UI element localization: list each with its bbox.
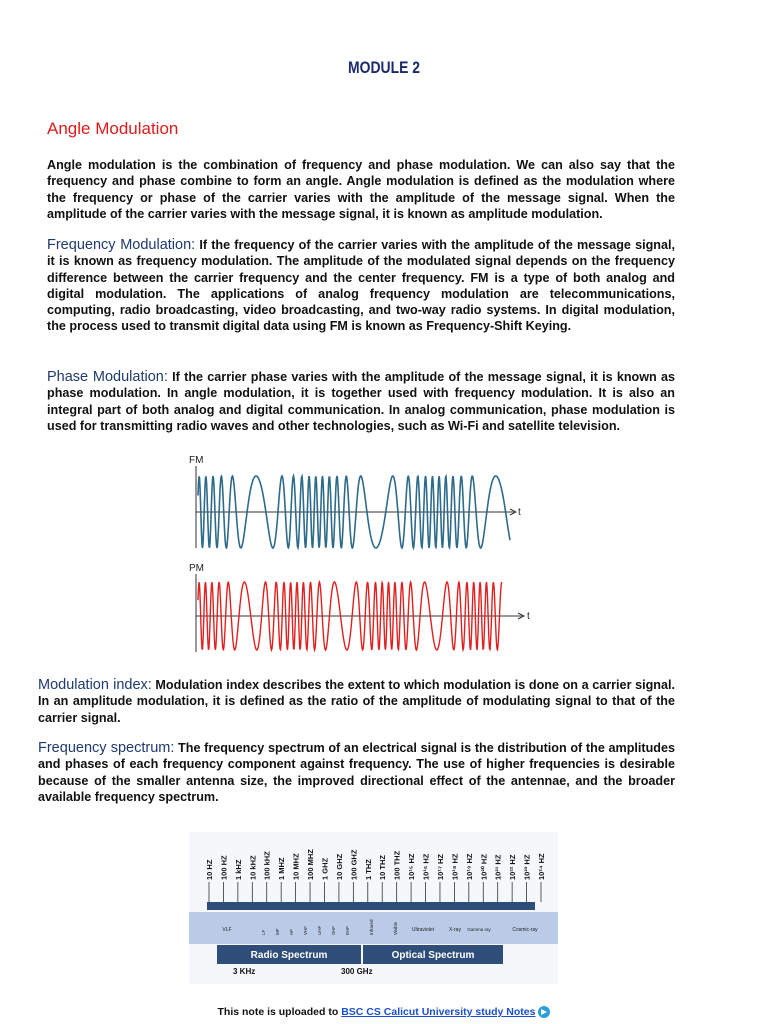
section-title: Angle Modulation bbox=[47, 119, 179, 138]
frequency-tick-label: 10¹⁷ HZ bbox=[435, 853, 445, 880]
frequency-tick-label: 1 MHZ bbox=[277, 857, 287, 880]
frequency-tick-label: 10 MHZ bbox=[291, 853, 301, 880]
telegram-icon bbox=[538, 1006, 550, 1018]
fm-t-label: t bbox=[518, 507, 521, 518]
intro-paragraph bbox=[47, 157, 675, 222]
frequency-tick-label: 1 THZ bbox=[363, 859, 373, 880]
spectrum-top-bar bbox=[207, 902, 535, 910]
frequency-tick-label: 1 GHZ bbox=[320, 857, 330, 880]
band-label: EHF bbox=[345, 926, 350, 935]
frequency-tick-label: 10¹⁹ HZ bbox=[464, 853, 474, 880]
band-label: VLF bbox=[222, 927, 232, 933]
low-bound-label: 3 KHz bbox=[233, 967, 256, 976]
pm-t-label: t bbox=[527, 611, 530, 622]
frequency-tick-label: 1 kHZ bbox=[233, 859, 243, 880]
pm-paragraph bbox=[47, 369, 675, 434]
frequency-spectrum-figure bbox=[189, 832, 558, 984]
frequency-tick-label: 100 HZ bbox=[219, 855, 229, 880]
frequency-tick-label: 10²¹ HZ bbox=[493, 854, 503, 880]
frequency-tick-label: 10²² HZ bbox=[508, 854, 518, 880]
band-label: Cosmic-ray bbox=[512, 927, 538, 933]
frequency-spectrum-lead: Frequency spectrum: bbox=[38, 740, 175, 756]
pm-axis-label: PM bbox=[189, 563, 204, 574]
fm-axis-label: FM bbox=[189, 455, 204, 466]
band-label: X-ray bbox=[449, 927, 461, 933]
fm-paragraph bbox=[47, 237, 675, 335]
fm-pm-waveform-figure bbox=[186, 452, 536, 658]
frequency-tick-label: 100 THZ bbox=[392, 850, 402, 880]
frequency-tick-label: 10¹⁶ HZ bbox=[421, 853, 431, 880]
band-label: SHF bbox=[331, 926, 336, 935]
band-label: HF bbox=[289, 929, 294, 935]
frequency-tick-label: 10 kHZ bbox=[248, 855, 258, 880]
intro-text: Angle modulation is the combination of frequency and phase modulation. We can also say that the frequency and phase combine to form an angle. Angle modulation is defined as the modulation where the frequency or phase of the carrier varies with the amplitude of the message signal. When the amplitude of the carrier varies with the message signal, it is known as amplitude modulation. bbox=[47, 158, 675, 221]
band-label: Ultraviolet bbox=[411, 927, 435, 933]
footer bbox=[0, 1006, 768, 1018]
frequency-tick-label: 10²⁰ HZ bbox=[479, 854, 489, 880]
optical-spectrum-label: Optical Spectrum bbox=[391, 950, 475, 961]
mid-bound-label: 300 GHz bbox=[341, 967, 373, 976]
band-label: MF bbox=[275, 928, 280, 935]
band-label: Gamma ray bbox=[467, 927, 491, 932]
frequency-spectrum-text: The frequency spectrum of an electrical signal is the distribution of the amplitudes and phases of each frequency component against frequency. The use of higher frequencies is desirable because of the smaller antenna size, the improved directional effect of the antennae, and the broader available frequency spectrum. bbox=[38, 741, 675, 804]
frequency-tick-label: 10 HZ bbox=[205, 859, 214, 880]
footer-prefix: This note is uploaded to bbox=[217, 1006, 342, 1018]
modulation-index-lead: Modulation index: bbox=[38, 677, 152, 693]
frequency-tick-label: 100 GHZ bbox=[349, 849, 359, 880]
frequency-tick-label: 100 MHZ bbox=[306, 849, 316, 880]
module-title: MODULE 2 bbox=[347, 58, 421, 77]
band-label: VHF bbox=[303, 926, 308, 935]
frequency-tick-label: 100 kHZ bbox=[262, 851, 272, 880]
band-label: Visible bbox=[393, 921, 398, 935]
footer-link[interactable]: BSC CS Calicut University study Notes bbox=[341, 1006, 536, 1018]
pm-text: If the carrier phase varies with the amplitude of the message signal, it is known as phase modulation. In angle modulation, it is together used with frequency modulation. It is also an integral part of both analog and digital communication. In analog communication, phase modulation is used for transmitting radio waves and other technologies, such as Wi-Fi and satellite television. bbox=[47, 370, 676, 433]
frequency-tick-label: 10 GHZ bbox=[334, 853, 344, 880]
frequency-tick-label: 10²⁴ HZ bbox=[537, 853, 546, 880]
fm-text: If the frequency of the carrier varies with the amplitude of the message signal, it is known as frequency modulation. The amplitude of the modulated signal depends on the frequency difference between the carrier frequency and the center frequency. FM is a type of both analog and digital modulation. The applications of analog frequency modulation are telecommunications, computing, radio broadcasting, video broadcasting, and two-way radio systems. In digital modulation, the process used to transmit digital data using FM is known as Frequency-Shift Keying. bbox=[47, 238, 676, 334]
frequency-tick-label: 10¹⁵ HZ bbox=[407, 853, 417, 880]
frequency-tick-label: 10²³ HZ bbox=[522, 854, 532, 880]
pm-lead: Phase Modulation: bbox=[47, 369, 168, 385]
modulation-index-paragraph bbox=[38, 677, 675, 726]
band-label: LF bbox=[261, 929, 266, 935]
frequency-spectrum-paragraph bbox=[38, 740, 675, 805]
frequency-tick-label: 10 THZ bbox=[378, 854, 388, 880]
band-label: Infrared bbox=[369, 919, 374, 935]
fm-lead: Frequency Modulation: bbox=[47, 237, 196, 253]
modulation-index-text: Modulation index describes the extent to which modulation is done on a carrier signal. In an amplitude modulation, it is defined as the ratio of the amplitude of modulating signal to that of the carrier signal. bbox=[38, 678, 675, 725]
radio-spectrum-label: Radio Spectrum bbox=[250, 950, 328, 961]
band-label: UHF bbox=[317, 925, 322, 935]
frequency-tick-label: 10¹⁸ HZ bbox=[450, 853, 460, 880]
